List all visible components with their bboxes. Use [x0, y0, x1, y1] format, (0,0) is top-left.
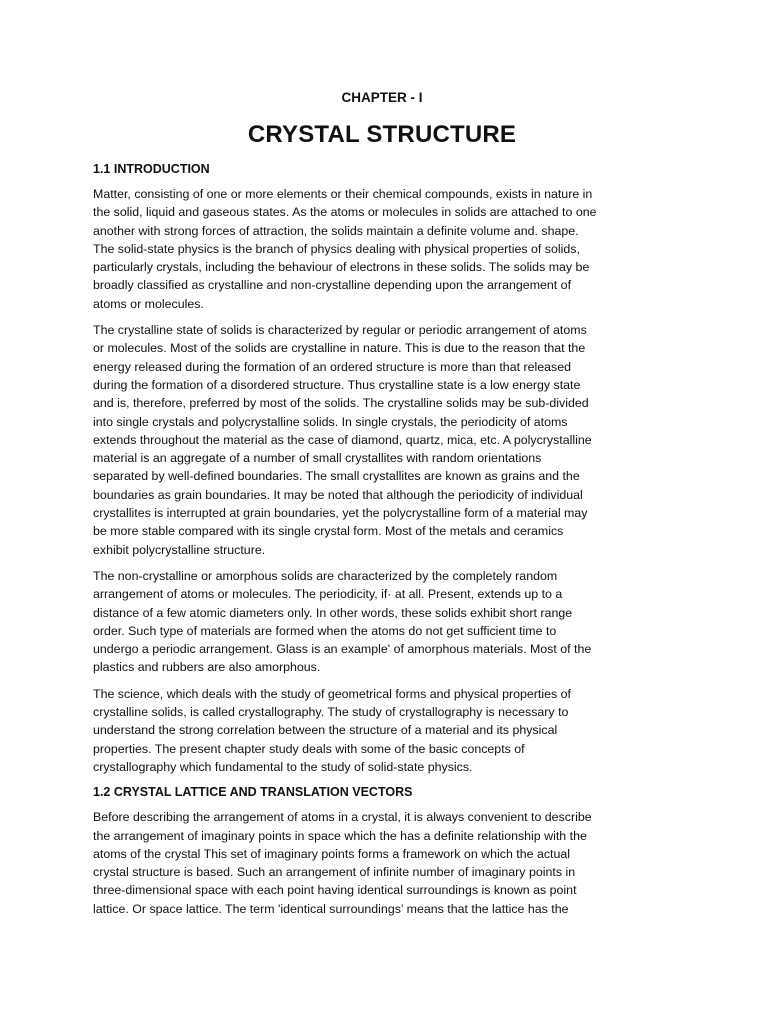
- text-line: and is, therefore, preferred by most of the solids. The crystalline solids may be sub-divided: [93, 396, 589, 411]
- text-line: energy released during the formation of an ordered structure is more than that released: [93, 359, 572, 374]
- text-line: three-dimensional space with each point having identical surroundings is known as point: [93, 883, 577, 898]
- page-title: CRYSTAL STRUCTURE: [247, 121, 517, 148]
- page-content: [93, 89, 671, 926]
- text-line: Matter, consisting of one or more elements or their chemical compounds, exists in nature in: [93, 187, 593, 201]
- text-line: lattice. Or space lattice. The term 'identical surroundings’ means that the lattice has the: [93, 901, 569, 916]
- section-introduction: [93, 161, 671, 776]
- text-line: boundaries as grain boundaries. It may be noted that although the periodicity of individual: [93, 487, 583, 502]
- text-line: exhibit polycrystalline structure.: [93, 542, 266, 557]
- text-line: separated by well-defined boundaries. The small crystallites are known as grains and the: [93, 469, 580, 484]
- text-line: The non-crystalline or amorphous solids are characterized by the completely random: [93, 568, 558, 583]
- text-line: plastics and rubbers are also amorphous.: [93, 660, 321, 675]
- text-line: particularly crystals, including the behaviour of electrons in these solids. The solids may be: [93, 260, 590, 275]
- text-line: the arrangement of imaginary points in space which the has a definite relationship with the: [93, 828, 587, 843]
- text-line: crystal structure is based. Such an arrangement of infinite number of imaginary points in: [93, 865, 576, 880]
- text-line: broadly classified as crystalline and non-crystalline depending upon the arrangement of: [93, 278, 572, 293]
- text-line: The crystalline state of solids is characterized by regular or periodic arrangement of atoms: [93, 323, 587, 338]
- text-line: Before describing the arrangement of atoms in a crystal, it is always convenient to describe: [93, 810, 592, 825]
- text-line: undergo a periodic arrangement. Glass is an example' of amorphous materials. Most of the: [93, 642, 592, 657]
- text-line: crystalline solids, is called crystallography. The study of crystallography is necessary to: [93, 705, 569, 720]
- section-heading: 1.2 CRYSTAL LATTICE AND TRANSLATION VECTORS: [93, 785, 413, 800]
- text-line: be more stable compared with its single crystal form. Most of the metals and ceramics: [93, 524, 564, 539]
- text-line: atoms of the crystal This set of imaginary points forms a framework on which the actual: [93, 846, 571, 861]
- text-line: arrangement of atoms or molecules. The periodicity, if· at all. Present, extends up to a: [93, 587, 563, 602]
- text-line: The science, which deals with the study of geometrical forms and physical properties of: [93, 686, 571, 701]
- text-line: extends throughout the material as the case of diamond, quartz, mica, etc. A polycrystalline: [93, 432, 592, 447]
- text-line: properties. The present chapter study deals with some of the basic concepts of: [93, 741, 525, 756]
- text-line: during the formation of a disordered structure. Thus crystalline state is a low energy state: [93, 377, 581, 392]
- text-line: atoms or molecules.: [93, 296, 204, 311]
- paragraph: [93, 321, 671, 559]
- text-line: crystallites is interrupted at grain boundaries, yet the polycrystalline form of a material may: [93, 506, 588, 521]
- paragraph: [93, 185, 671, 313]
- text-line: order. Such type of materials are formed when the atoms do not get sufficient time to: [93, 623, 557, 638]
- section-crystal-lattice: [93, 784, 671, 918]
- section-heading: 1.1 INTRODUCTION: [93, 162, 210, 176]
- paragraph: [93, 567, 671, 677]
- paragraph: [93, 808, 671, 918]
- text-line: distance of a few atomic diameters only. In other words, these solids exhibit short range: [93, 605, 573, 620]
- chapter-label: CHAPTER - I: [341, 90, 423, 105]
- text-line: or molecules. Most of the solids are crystalline in nature. This is due to the reason that the: [93, 341, 586, 356]
- text-line: material is an aggregate of a number of small crystallites with random orientations: [93, 451, 542, 466]
- text-line: into single crystals and polycrystalline solids. In single crystals, the periodicity of atoms: [93, 414, 568, 429]
- paragraph: [93, 685, 671, 776]
- text-line: crystallography which fundamental to the study of solid-state physics.: [93, 759, 473, 774]
- text-line: understand the strong correlation between the structure of a material and its physical: [93, 723, 558, 738]
- text-line: The solid-state physics is the branch of physics dealing with physical properties of solids,: [93, 241, 580, 256]
- text-line: the solid, liquid and gaseous states. As the atoms or molecules in solids are attached to one: [93, 205, 597, 220]
- text-line: another with strong forces of attraction, the solids maintain a definite volume and. shape.: [93, 223, 579, 238]
